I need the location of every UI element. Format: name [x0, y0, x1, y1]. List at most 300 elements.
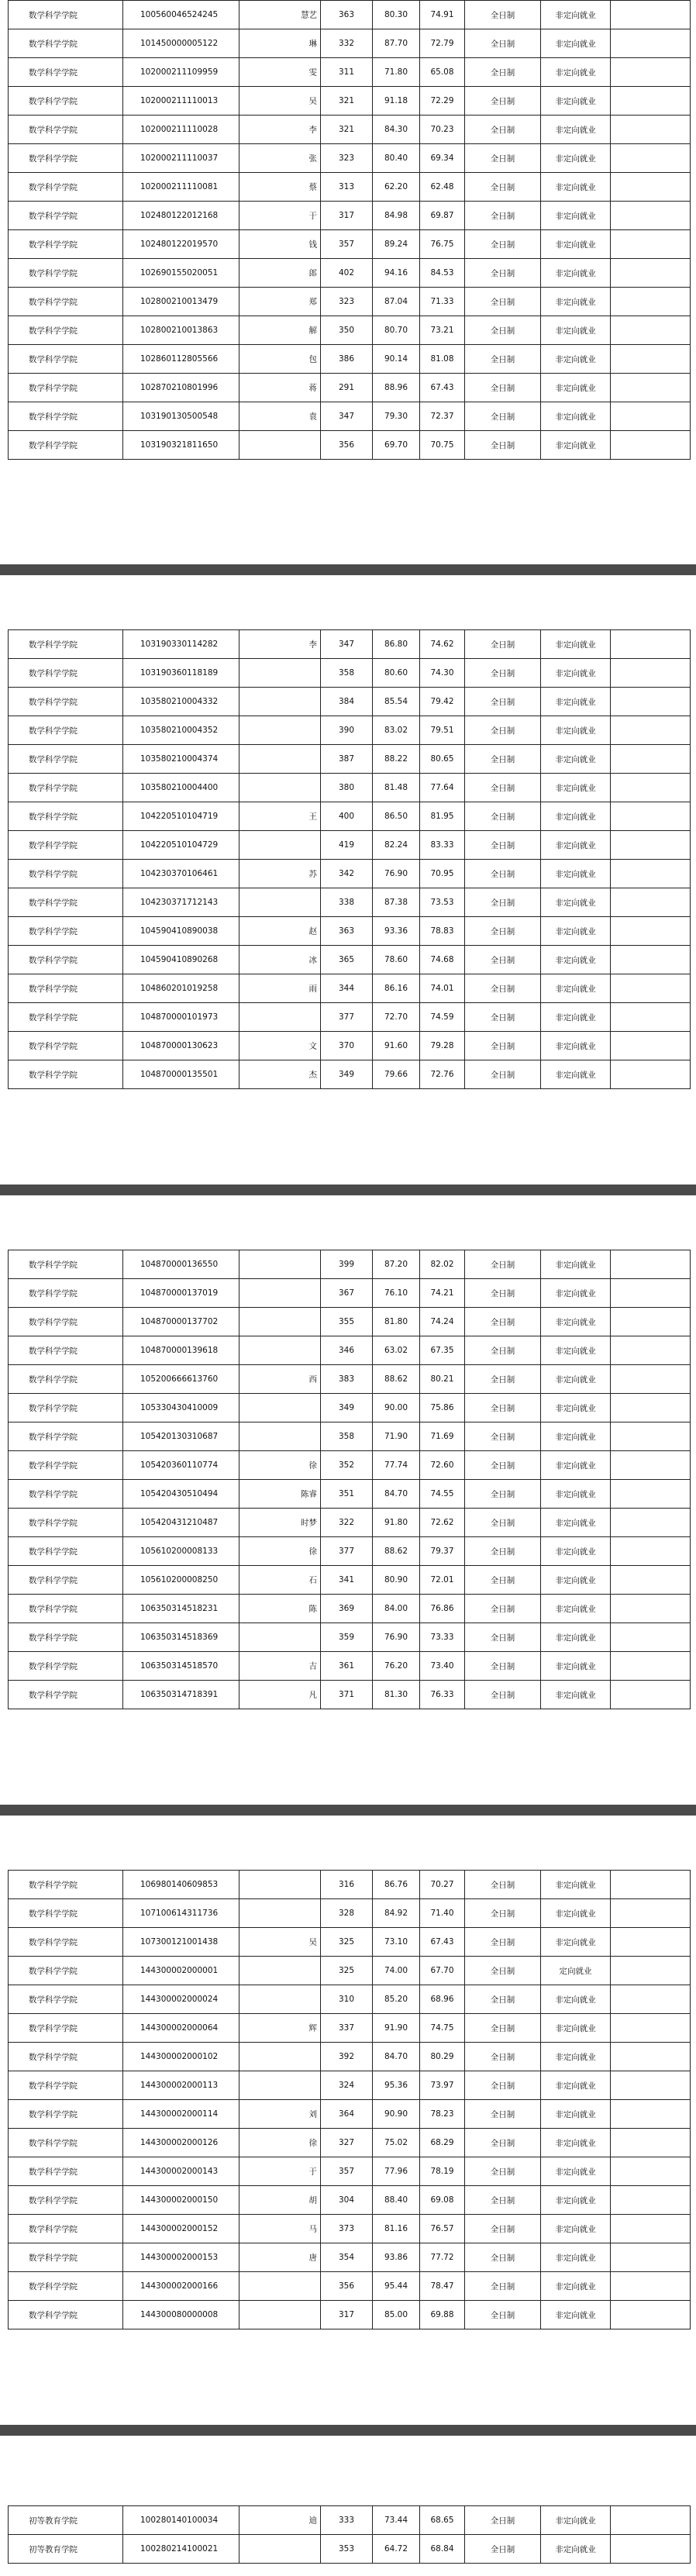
total-score-cell: 74.59 [420, 1003, 465, 1032]
blank-cell [611, 1928, 691, 1957]
study-mode-cell: 全日制 [465, 1537, 541, 1566]
redaction-mask [277, 695, 317, 708]
table-row [9, 230, 691, 259]
blank-cell [611, 1957, 691, 1985]
employment-type-cell: 非定向就业 [541, 2186, 611, 2215]
exam-id-cell: 144300002000143 [123, 2157, 239, 2186]
table-row [9, 288, 691, 316]
study-mode-cell: 全日制 [465, 58, 541, 87]
admission-table [8, 0, 691, 460]
college-cell: 数学科学学院 [9, 2014, 123, 2043]
initial-score-cell: 333 [321, 2506, 373, 2535]
college-cell: 数学科学学院 [9, 58, 123, 87]
blank-cell [611, 2215, 691, 2243]
name-fragment: 赵 [308, 926, 317, 936]
study-mode-cell: 全日制 [465, 2243, 541, 2272]
exam-id-cell: 103580210004374 [123, 745, 239, 774]
exam-id-cell: 105420430510494 [123, 1480, 239, 1509]
name-cell [239, 87, 321, 116]
table-row [9, 2129, 691, 2157]
employment-type-cell: 非定向就业 [541, 974, 611, 1003]
table-row [9, 831, 691, 860]
total-score-cell: 68.84 [420, 2535, 465, 2564]
employment-type-cell: 非定向就业 [541, 2129, 611, 2157]
retest-score-cell: 80.90 [373, 1566, 420, 1595]
redaction-mask [277, 1993, 317, 2005]
employment-type-cell: 非定向就业 [541, 659, 611, 688]
employment-type-cell: 非定向就业 [541, 2535, 611, 2564]
exam-id-cell: 102480122019570 [123, 230, 239, 259]
exam-id-cell: 104590410890038 [123, 917, 239, 946]
retest-score-cell: 81.30 [373, 1681, 420, 1709]
table-row [9, 802, 691, 831]
total-score-cell: 70.23 [420, 116, 465, 144]
initial-score-cell: 332 [321, 29, 373, 58]
exam-id-cell: 104870000130623 [123, 1032, 239, 1060]
name-fragment: 陈 [308, 1604, 317, 1614]
blank-cell [611, 774, 691, 802]
table-row [9, 2506, 691, 2535]
name-cell [239, 946, 321, 974]
employment-type-cell: 非定向就业 [541, 860, 611, 888]
redaction-mask [277, 2543, 317, 2555]
college-cell: 数学科学学院 [9, 1422, 123, 1451]
college-cell: 数学科学学院 [9, 1595, 123, 1623]
redaction-mask [277, 667, 317, 679]
table-row [9, 2014, 691, 2043]
college-cell: 数学科学学院 [9, 1623, 123, 1652]
table-row [9, 1985, 691, 2014]
retest-score-cell: 76.90 [373, 860, 420, 888]
blank-cell [611, 2157, 691, 2186]
college-cell: 数学科学学院 [9, 1451, 123, 1480]
study-mode-cell: 全日制 [465, 259, 541, 288]
blank-cell [611, 1480, 691, 1509]
redaction-mask [269, 1602, 309, 1615]
exam-id-cell: 104870000136550 [123, 1250, 239, 1279]
table-row [9, 2157, 691, 2186]
retest-score-cell: 86.16 [373, 974, 420, 1003]
table-row [9, 1681, 691, 1709]
total-score-cell: 80.65 [420, 745, 465, 774]
initial-score-cell: 349 [321, 1060, 373, 1089]
name-cell [239, 1537, 321, 1566]
study-mode-cell: 全日制 [465, 144, 541, 173]
blank-cell [611, 1681, 691, 1709]
study-mode-cell: 全日制 [465, 1480, 541, 1509]
redaction-mask [269, 123, 309, 136]
redaction-mask [269, 1660, 309, 1672]
exam-id-cell: 144300002000001 [123, 1957, 239, 1985]
blank-cell [611, 1899, 691, 1928]
retest-score-cell: 72.70 [373, 1003, 420, 1032]
table-row [9, 1336, 691, 1365]
name-cell [239, 1336, 321, 1365]
study-mode-cell: 全日制 [465, 116, 541, 144]
name-cell [239, 230, 321, 259]
retest-score-cell: 85.20 [373, 1985, 420, 2014]
initial-score-cell: 304 [321, 2186, 373, 2215]
college-cell: 数学科学学院 [9, 745, 123, 774]
employment-type-cell: 非定向就业 [541, 630, 611, 659]
table-row [9, 716, 691, 745]
retest-score-cell: 77.74 [373, 1451, 420, 1480]
initial-score-cell: 380 [321, 774, 373, 802]
page-separator [0, 1805, 696, 1816]
initial-score-cell: 313 [321, 173, 373, 202]
study-mode-cell: 全日制 [465, 1871, 541, 1899]
retest-score-cell: 80.30 [373, 1, 420, 29]
exam-id-cell: 100280140100034 [123, 2506, 239, 2535]
study-mode-cell: 全日制 [465, 1394, 541, 1422]
study-mode-cell: 全日制 [465, 2506, 541, 2535]
redaction-mask [269, 1373, 309, 1385]
name-cell [239, 716, 321, 745]
redaction-mask [269, 353, 309, 365]
employment-type-cell: 非定向就业 [541, 2215, 611, 2243]
name-cell [239, 1480, 321, 1509]
table-row [9, 1899, 691, 1928]
name-cell [239, 1509, 321, 1537]
exam-id-cell: 105330430410009 [123, 1394, 239, 1422]
retest-score-cell: 82.24 [373, 831, 420, 860]
retest-score-cell: 87.70 [373, 29, 420, 58]
blank-cell [611, 1394, 691, 1422]
redaction-mask [277, 2280, 317, 2292]
blank-cell [611, 316, 691, 345]
blank-cell [611, 1279, 691, 1308]
employment-type-cell: 非定向就业 [541, 1003, 611, 1032]
table-row [9, 2100, 691, 2129]
blank-cell [611, 946, 691, 974]
table-row [9, 630, 691, 659]
retest-score-cell: 95.44 [373, 2272, 420, 2301]
blank-cell [611, 1308, 691, 1336]
initial-score-cell: 419 [321, 831, 373, 860]
exam-id-cell: 103190360118189 [123, 659, 239, 688]
name-fragment: 苏 [308, 869, 317, 879]
initial-score-cell: 367 [321, 1279, 373, 1308]
retest-score-cell: 86.76 [373, 1871, 420, 1899]
total-score-cell: 79.37 [420, 1537, 465, 1566]
retest-score-cell: 93.36 [373, 917, 420, 946]
table-row [9, 659, 691, 688]
redaction-mask [277, 1430, 317, 1443]
study-mode-cell: 全日制 [465, 1308, 541, 1336]
employment-type-cell: 非定向就业 [541, 2272, 611, 2301]
name-fragment: 唐 [308, 2253, 317, 2263]
redaction-mask [269, 867, 309, 880]
name-cell [239, 402, 321, 431]
table-row [9, 431, 691, 460]
total-score-cell: 78.23 [420, 2100, 465, 2129]
employment-type-cell: 非定向就业 [541, 2100, 611, 2129]
study-mode-cell: 全日制 [465, 2186, 541, 2215]
college-cell: 数学科学学院 [9, 831, 123, 860]
employment-type-cell: 非定向就业 [541, 1480, 611, 1509]
employment-type-cell: 非定向就业 [541, 688, 611, 716]
exam-id-cell: 105610200008250 [123, 1566, 239, 1595]
initial-score-cell: 322 [321, 1509, 373, 1537]
college-cell: 数学科学学院 [9, 173, 123, 202]
retest-score-cell: 88.40 [373, 2186, 420, 2215]
exam-id-cell: 100280214100021 [123, 2535, 239, 2564]
initial-score-cell: 347 [321, 402, 373, 431]
initial-score-cell: 377 [321, 1537, 373, 1566]
study-mode-cell: 全日制 [465, 974, 541, 1003]
study-mode-cell: 全日制 [465, 316, 541, 345]
initial-score-cell: 399 [321, 1250, 373, 1279]
study-mode-cell: 全日制 [465, 1250, 541, 1279]
name-fragment: 石 [308, 1575, 317, 1585]
exam-id-cell: 100560046524245 [123, 1, 239, 29]
initial-score-cell: 291 [321, 374, 373, 402]
name-cell [239, 116, 321, 144]
redaction-mask [269, 66, 309, 78]
redaction-mask [269, 152, 309, 164]
total-score-cell: 68.65 [420, 2506, 465, 2535]
employment-type-cell: 非定向就业 [541, 402, 611, 431]
employment-type-cell: 非定向就业 [541, 58, 611, 87]
name-fragment: 于 [308, 211, 317, 221]
blank-cell [611, 116, 691, 144]
college-cell: 数学科学学院 [9, 259, 123, 288]
table-row [9, 2043, 691, 2071]
exam-id-cell: 104230371712143 [123, 888, 239, 917]
college-cell: 数学科学学院 [9, 2129, 123, 2157]
blank-cell [611, 688, 691, 716]
college-cell: 数学科学学院 [9, 2272, 123, 2301]
employment-type-cell: 非定向就业 [541, 2014, 611, 2043]
initial-score-cell: 350 [321, 316, 373, 345]
exam-id-cell: 104590410890268 [123, 946, 239, 974]
name-fragment: 冰 [308, 955, 317, 965]
name-cell [239, 316, 321, 345]
name-cell [239, 1394, 321, 1422]
blank-cell [611, 1060, 691, 1089]
name-fragment: 蔡 [308, 182, 317, 192]
blank-cell [611, 1422, 691, 1451]
college-cell: 数学科学学院 [9, 2186, 123, 2215]
study-mode-cell: 全日制 [465, 2014, 541, 2043]
name-cell [239, 2157, 321, 2186]
study-mode-cell: 全日制 [465, 288, 541, 316]
name-cell [239, 1279, 321, 1308]
redaction-mask [277, 1316, 317, 1328]
blank-cell [611, 1509, 691, 1537]
employment-type-cell: 定向就业 [541, 1957, 611, 1985]
blank-cell [611, 1032, 691, 1060]
retest-score-cell: 84.70 [373, 1480, 420, 1509]
table-row [9, 1394, 691, 1422]
name-fragment: 文 [308, 1041, 317, 1051]
blank-cell [611, 2243, 691, 2272]
table-row [9, 888, 691, 917]
redaction-mask [269, 638, 309, 650]
table-row [9, 1509, 691, 1537]
name-cell [239, 2215, 321, 2243]
exam-id-cell: 104870000139618 [123, 1336, 239, 1365]
name-cell [239, 2243, 321, 2272]
initial-score-cell: 392 [321, 2043, 373, 2071]
initial-score-cell: 364 [321, 2100, 373, 2129]
table-row [9, 2272, 691, 2301]
name-cell [239, 1928, 321, 1957]
total-score-cell: 71.69 [420, 1422, 465, 1451]
table-row [9, 58, 691, 87]
name-cell [239, 1652, 321, 1681]
table-row [9, 1537, 691, 1566]
redaction-mask [277, 1258, 317, 1271]
initial-score-cell: 359 [321, 1623, 373, 1652]
college-cell: 数学科学学院 [9, 688, 123, 716]
total-score-cell: 72.76 [420, 1060, 465, 1089]
study-mode-cell: 全日制 [465, 1985, 541, 2014]
initial-score-cell: 346 [321, 1336, 373, 1365]
name-fragment: 胡 [308, 2195, 317, 2205]
study-mode-cell: 全日制 [465, 1451, 541, 1480]
retest-score-cell: 91.80 [373, 1509, 420, 1537]
table-row [9, 860, 691, 888]
college-cell: 数学科学学院 [9, 1279, 123, 1308]
retest-score-cell: 76.20 [373, 1652, 420, 1681]
total-score-cell: 78.47 [420, 2272, 465, 2301]
study-mode-cell: 全日制 [465, 1928, 541, 1957]
exam-id-cell: 102000211109959 [123, 58, 239, 87]
retest-score-cell: 91.18 [373, 87, 420, 116]
retest-score-cell: 75.02 [373, 2129, 420, 2157]
exam-id-cell: 102000211110081 [123, 173, 239, 202]
exam-id-cell: 144300002000113 [123, 2071, 239, 2100]
initial-score-cell: 358 [321, 659, 373, 688]
name-fragment: 袁 [308, 412, 317, 422]
initial-score-cell: 324 [321, 2071, 373, 2100]
total-score-cell: 73.33 [420, 1623, 465, 1652]
exam-id-cell: 144300002000126 [123, 2129, 239, 2157]
employment-type-cell: 非定向就业 [541, 888, 611, 917]
blank-cell [611, 1985, 691, 2014]
retest-score-cell: 90.90 [373, 2100, 420, 2129]
total-score-cell: 74.62 [420, 630, 465, 659]
employment-type-cell: 非定向就业 [541, 1308, 611, 1336]
total-score-cell: 69.88 [420, 2301, 465, 2329]
study-mode-cell: 全日制 [465, 1032, 541, 1060]
study-mode-cell: 全日制 [465, 374, 541, 402]
initial-score-cell: 341 [321, 1566, 373, 1595]
study-mode-cell: 全日制 [465, 1566, 541, 1595]
table-row [9, 87, 691, 116]
redaction-mask [277, 1907, 317, 1919]
initial-score-cell: 338 [321, 888, 373, 917]
initial-score-cell: 370 [321, 1032, 373, 1060]
name-fragment: 雨 [308, 984, 317, 994]
study-mode-cell: 全日制 [465, 2272, 541, 2301]
name-cell [239, 1060, 321, 1089]
redaction-mask [269, 209, 309, 222]
college-cell: 数学科学学院 [9, 402, 123, 431]
employment-type-cell: 非定向就业 [541, 288, 611, 316]
college-cell: 数学科学学院 [9, 974, 123, 1003]
exam-id-cell: 101450000005122 [123, 29, 239, 58]
total-score-cell: 81.95 [420, 802, 465, 831]
college-cell: 数学科学学院 [9, 2243, 123, 2272]
total-score-cell: 76.86 [420, 1595, 465, 1623]
name-cell [239, 1451, 321, 1480]
total-score-cell: 67.43 [420, 374, 465, 402]
table-row [9, 1279, 691, 1308]
retest-score-cell: 84.00 [373, 1595, 420, 1623]
redaction-mask [269, 1459, 309, 1471]
employment-type-cell: 非定向就业 [541, 1652, 611, 1681]
retest-score-cell: 63.02 [373, 1336, 420, 1365]
name-cell [239, 29, 321, 58]
employment-type-cell: 非定向就业 [541, 1, 611, 29]
employment-type-cell: 非定向就业 [541, 1394, 611, 1422]
employment-type-cell: 非定向就业 [541, 2043, 611, 2071]
employment-type-cell: 非定向就业 [541, 374, 611, 402]
study-mode-cell: 全日制 [465, 946, 541, 974]
exam-id-cell: 144300002000150 [123, 2186, 239, 2215]
college-cell: 数学科学学院 [9, 1509, 123, 1537]
college-cell: 数学科学学院 [9, 1003, 123, 1032]
name-cell [239, 630, 321, 659]
total-score-cell: 78.19 [420, 2157, 465, 2186]
retest-score-cell: 76.90 [373, 1623, 420, 1652]
study-mode-cell: 全日制 [465, 2301, 541, 2329]
study-mode-cell: 全日制 [465, 1, 541, 29]
college-cell: 数学科学学院 [9, 230, 123, 259]
table-row [9, 1250, 691, 1279]
name-cell [239, 288, 321, 316]
exam-id-cell: 104870000101973 [123, 1003, 239, 1032]
total-score-cell: 74.30 [420, 659, 465, 688]
initial-score-cell: 361 [321, 1652, 373, 1681]
blank-cell [611, 1871, 691, 1899]
college-cell: 数学科学学院 [9, 1928, 123, 1957]
college-cell: 数学科学学院 [9, 630, 123, 659]
total-score-cell: 72.29 [420, 87, 465, 116]
retest-score-cell: 84.30 [373, 116, 420, 144]
employment-type-cell: 非定向就业 [541, 831, 611, 860]
retest-score-cell: 80.40 [373, 144, 420, 173]
retest-score-cell: 85.54 [373, 688, 420, 716]
table-row [9, 1652, 691, 1681]
college-cell: 数学科学学院 [9, 774, 123, 802]
name-cell [239, 2043, 321, 2071]
redaction-mask [277, 896, 317, 909]
name-cell [239, 1623, 321, 1652]
employment-type-cell: 非定向就业 [541, 345, 611, 374]
exam-id-cell: 144300002000064 [123, 2014, 239, 2043]
initial-score-cell: 311 [321, 58, 373, 87]
employment-type-cell: 非定向就业 [541, 1537, 611, 1566]
college-cell: 初等教育学院 [9, 2535, 123, 2564]
total-score-cell: 74.24 [420, 1308, 465, 1336]
total-score-cell: 70.27 [420, 1871, 465, 1899]
initial-score-cell: 351 [321, 1480, 373, 1509]
total-score-cell: 65.08 [420, 58, 465, 87]
table-row [9, 1566, 691, 1595]
retest-score-cell: 81.16 [373, 2215, 420, 2243]
college-cell: 数学科学学院 [9, 1250, 123, 1279]
retest-score-cell: 87.04 [373, 288, 420, 316]
retest-score-cell: 78.60 [373, 946, 420, 974]
retest-score-cell: 80.60 [373, 659, 420, 688]
admission-table [8, 2505, 691, 2564]
study-mode-cell: 全日制 [465, 2071, 541, 2100]
retest-score-cell: 74.00 [373, 1957, 420, 1985]
total-score-cell: 76.33 [420, 1681, 465, 1709]
